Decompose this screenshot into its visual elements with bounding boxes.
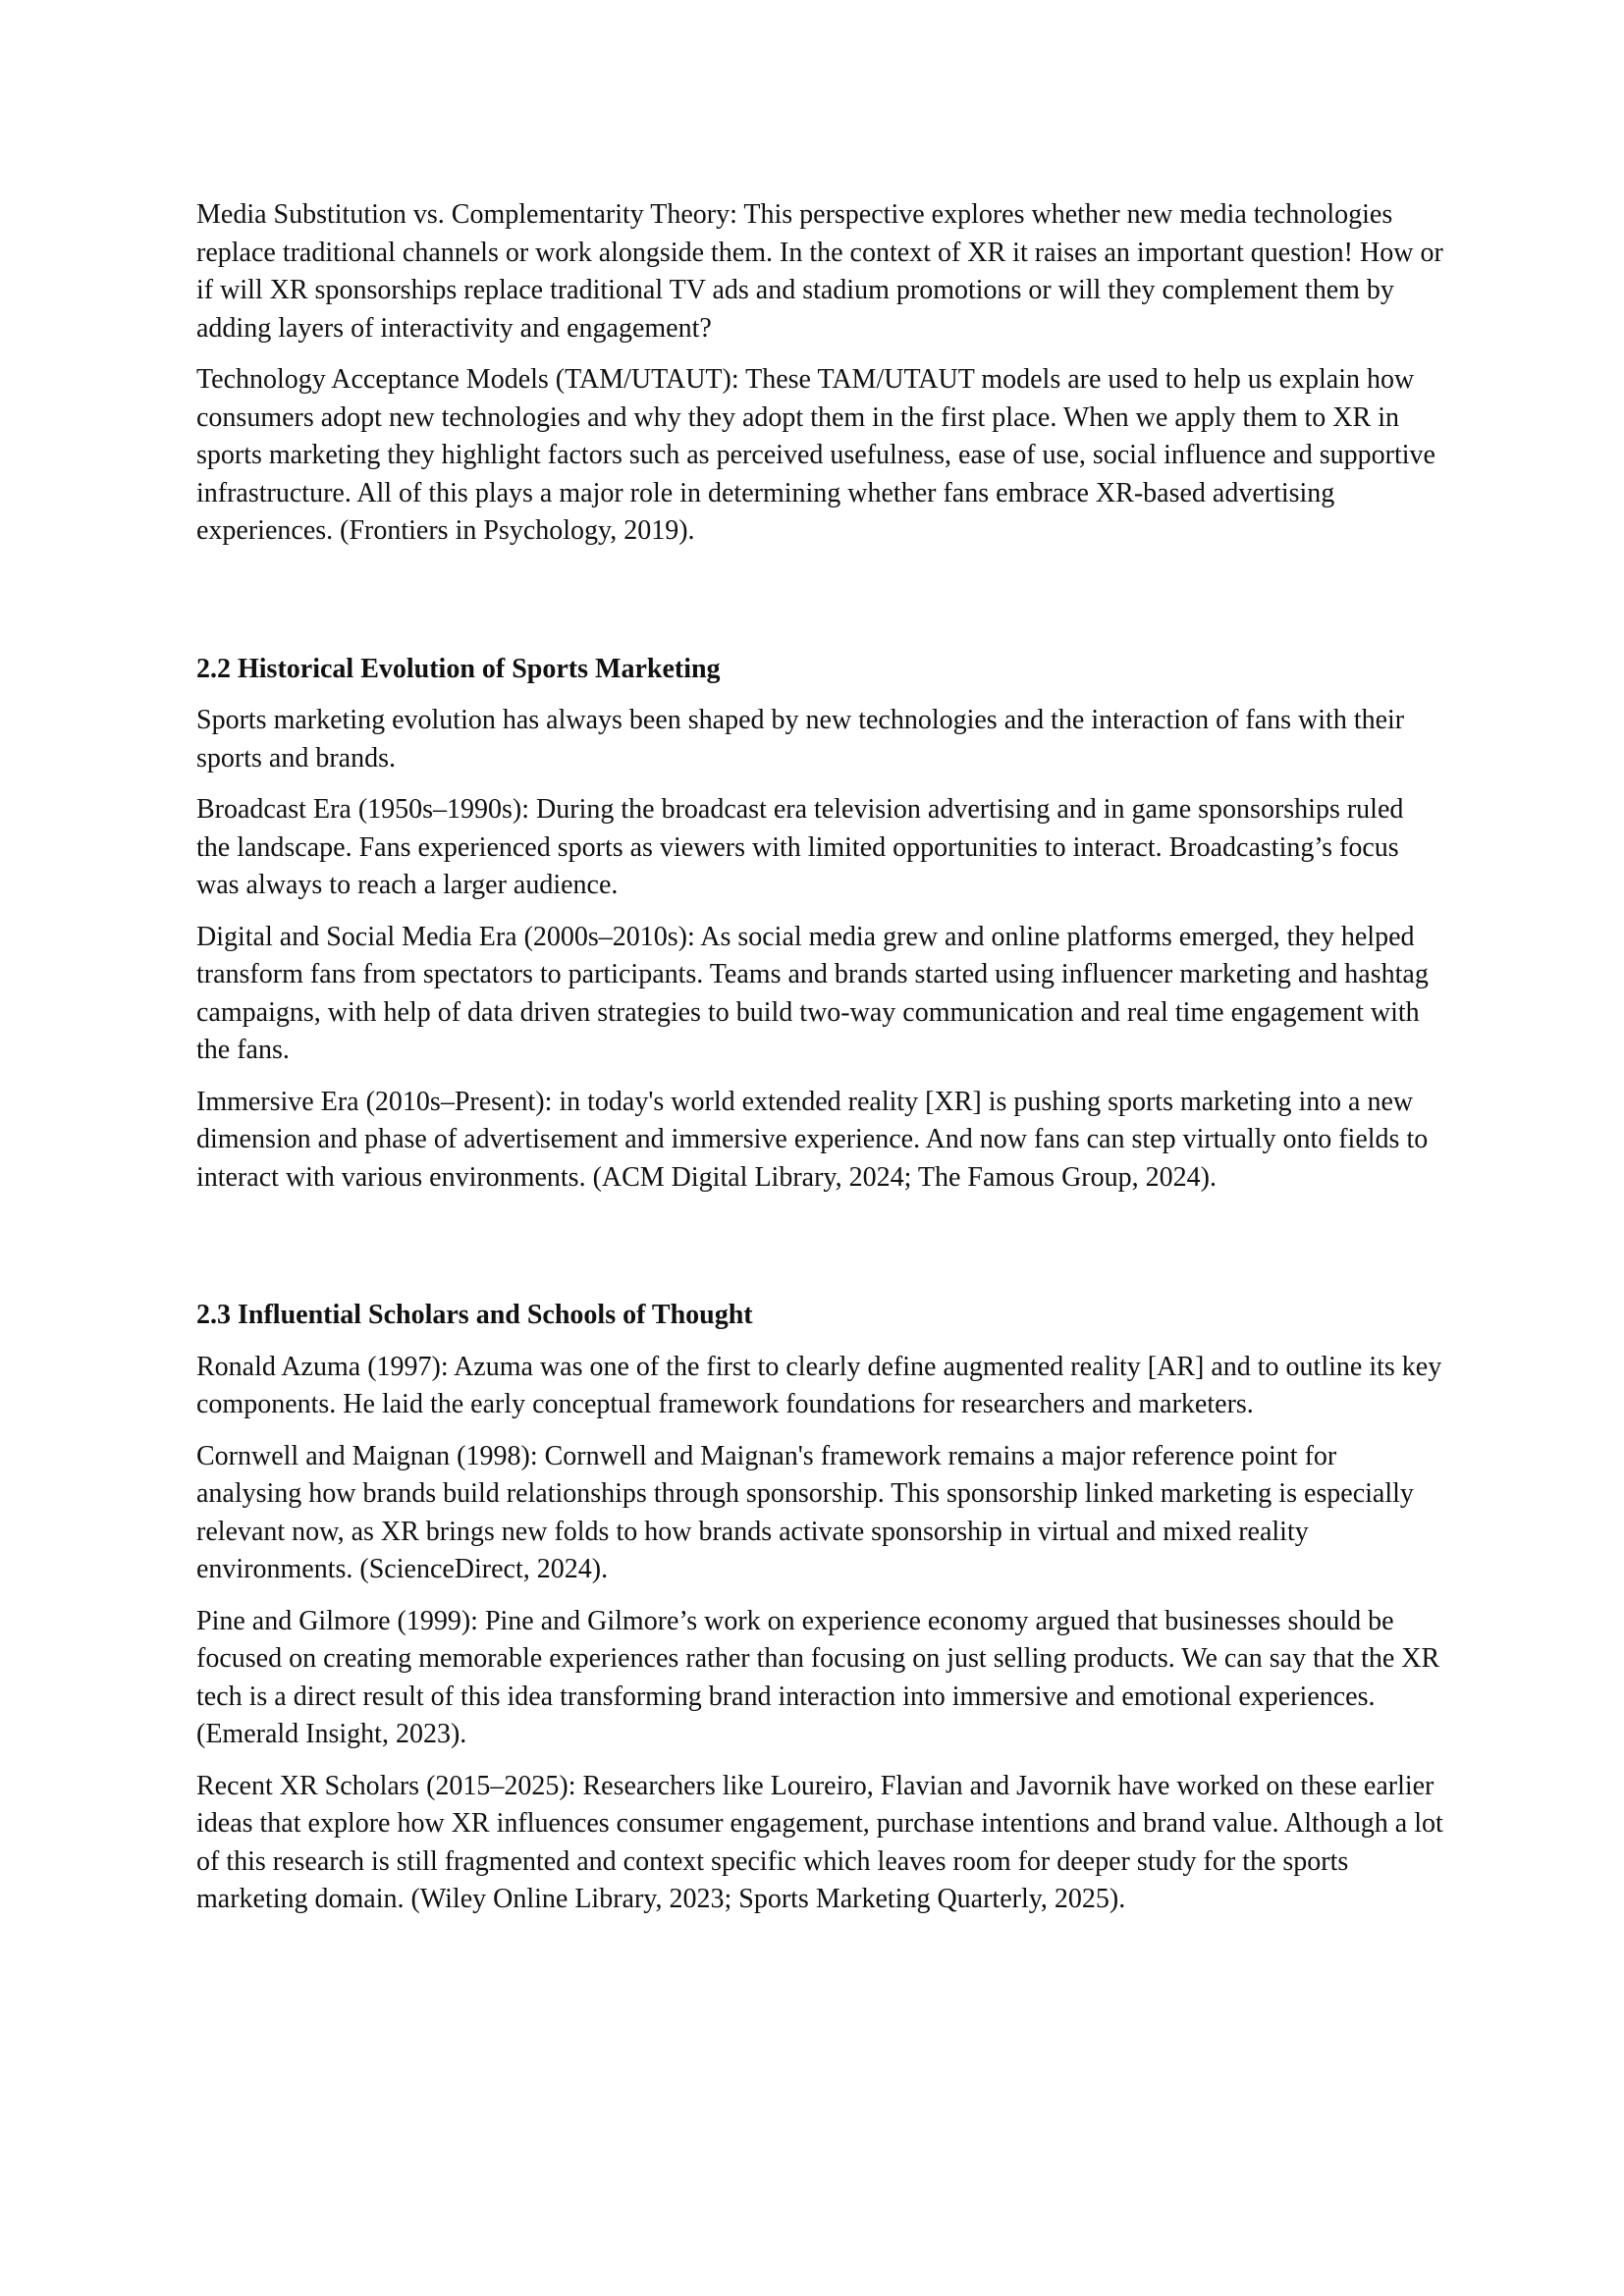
paragraph-ronald-azuma: Ronald Azuma (1997): Azuma was one of the first to clearly define augmented reality [AR] and to outline its key components. He laid the early conceptual framework foundations for researchers and marketers. (196, 1351, 1442, 1419)
document-page (196, 196, 1443, 1933)
paragraph-pine-gilmore: Pine and Gilmore (1999): Pine and Gilmore’s work on experience economy argued that businesses should be focused on creating memorable experiences rather than focusing on just selling products. We can say that the XR tech is a direct result of this idea transforming brand interaction into immersive and emotional experiences. (Emerald Insight, 2023). (196, 1605, 1440, 1749)
section-heading-historical-evolution: 2.2 Historical Evolution of Sports Marketing (196, 653, 721, 684)
paragraph-digital-social-era: Digital and Social Media Era (2000s–2010s): As social media grew and online platforms emerged, they helped transform fans from spectators to participants. Teams and brands started using influencer marketing and hashtag campaigns, with help of data driven strategies to build two-way communication and real time engagement with the fans. (196, 921, 1429, 1065)
paragraph-media-substitution: Media Substitution vs. Complementarity Theory: This perspective explores whether new media technologies replace traditional channels or work alongside them. In the context of XR it raises an important question! How or if will XR sponsorships replace traditional TV ads and stadium promotions or will they complement them by adding layers of interactivity and engagement? (196, 199, 1443, 344)
paragraph-technology-acceptance: Technology Acceptance Models (TAM/UTAUT): These TAM/UTAUT models are used to help us explain how consumers adopt new technologies and why they adopt them in the first place. When we apply them to XR in sports marketing they highlight factors such as perceived usefulness, ease of use, social influence and supportive infrastructure. All of this plays a major role in determining whether fans embrace XR-based advertising experiences. (Frontiers in Psychology, 2019). (196, 364, 1435, 546)
paragraph-broadcast-era: Broadcast Era (1950s–1990s): During the broadcast era television advertising and in game sponsorships ruled the landscape. Fans experienced sports as viewers with limited opportunities to interact. Broadcasting’s focus was always to reach a larger audience. (196, 794, 1404, 900)
paragraph-cornwell-maignan: Cornwell and Maignan (1998): Cornwell and Maignan's framework remains a major reference point for analysing how brands build relationships through sponsorship. This sponsorship linked marketing is especially relevant now, as XR brings new folds to how brands activate sponsorship in virtual and mixed reality environments. (ScienceDirect, 2024). (196, 1440, 1414, 1584)
paragraph-sports-marketing-evolution: Sports marketing evolution has always been shaped by new technologies and the interaction of fans with their sports and brands. (196, 705, 1405, 774)
section-spacer (196, 1210, 1443, 1297)
section-heading-influential-scholars: 2.3 Influential Scholars and Schools of Thought (196, 1300, 753, 1330)
paragraph-immersive-era: Immersive Era (2010s–Present): in today's world extended reality [XR] is pushing sports marketing into a new dimension and phase of advertisement and immersive experience. And now fans can step virtually onto fields to interact with various environments. (ACM Digital Library, 2024; The Famous Group, 2024). (196, 1086, 1429, 1193)
section-spacer (196, 564, 1443, 651)
paragraph-recent-xr-scholars: Recent XR Scholars (2015–2025): Researchers like Loureiro, Flavian and Javornik have worked on these earlier ideas that explore how XR influences consumer engagement, purchase intentions and brand value. Although a lot of this research is still fragmented and context specific which leaves room for deeper study for the sports marketing domain. (Wiley Online Library, 2023; Sports Marketing Quarterly, 2025). (196, 1770, 1443, 1914)
